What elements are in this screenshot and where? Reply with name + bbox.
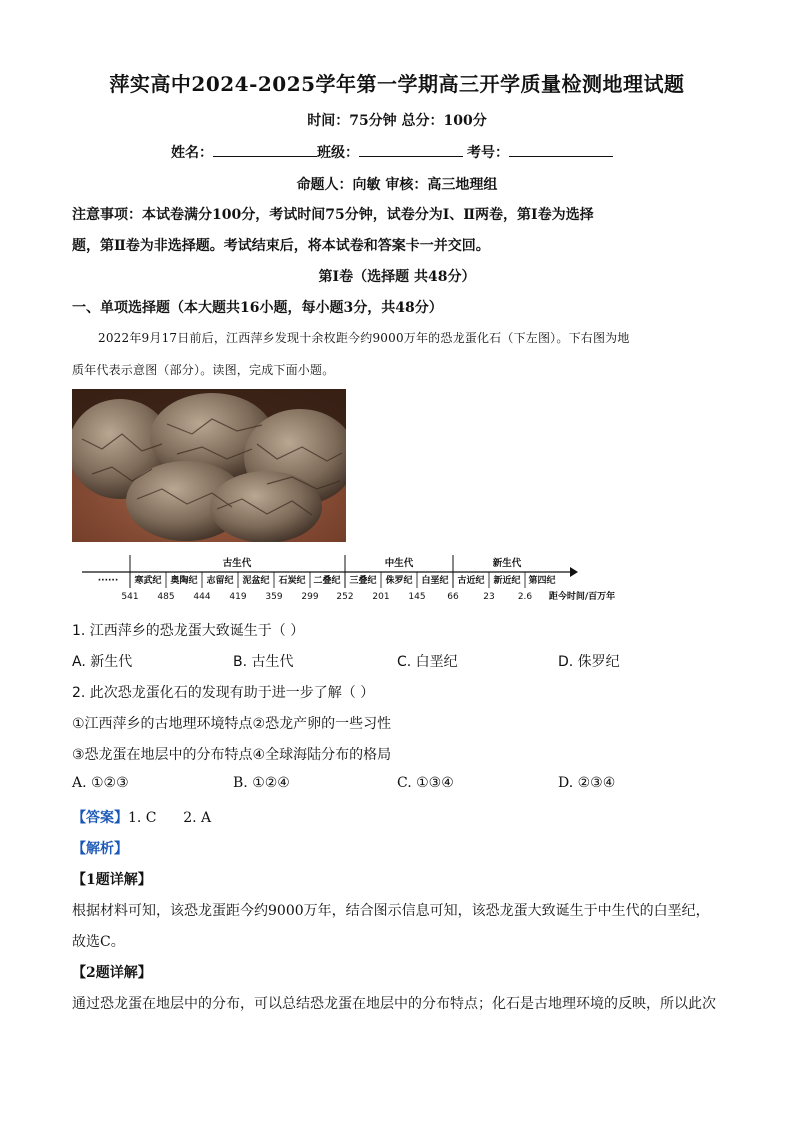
exam-title: 萍实高中2024-2025学年第一学期高三开学质量检测地理试题 — [109, 72, 685, 96]
age-tick-label: 299 — [301, 592, 319, 602]
q1-option-c[interactable]: C. 白垩纪 — [397, 654, 458, 670]
timeline-dots: ······ — [97, 576, 119, 586]
period-label: 白垩纪 — [421, 576, 449, 586]
geologic-time-scale — [80, 552, 630, 602]
era-label: 中生代 — [384, 558, 414, 569]
class-blank — [359, 142, 463, 157]
age-tick-label: 444 — [193, 592, 211, 602]
period-label: 石炭纪 — [278, 576, 306, 586]
period-label: 古近纪 — [457, 576, 485, 586]
era-label: 新生代 — [492, 558, 522, 569]
timeline-arrow — [570, 567, 578, 577]
age-tick-label: 485 — [157, 592, 175, 602]
number-blank — [509, 142, 613, 157]
period-label: 第四纪 — [528, 576, 556, 586]
age-tick-label: 201 — [372, 592, 390, 602]
period-label: 新近纪 — [493, 576, 521, 586]
notice-line-2: 题，第Ⅱ卷为非选择题。考试结束后，将本试卷和答案卡一并交回。 — [72, 238, 490, 254]
detail-2-line-1: 通过恐龙蛋在地层中的分布，可以总结恐龙蛋在地层中的分布特点；化石是古地理环境的反映，所以此次 — [72, 996, 716, 1012]
student-info-row — [171, 142, 613, 162]
period-label: 寒武纪 — [134, 576, 162, 586]
material-line-2: 质年代表示意图（部分）。读图，完成下面小题。 — [72, 363, 335, 377]
age-tick-label: 66 — [447, 592, 459, 602]
q1-option-a[interactable]: A. 新生代 — [72, 654, 133, 670]
age-tick-label: 145 — [408, 592, 426, 602]
material-line-1: 2022年9月17日前后，江西萍乡发现十余枚距今约9000万年的恐龙蛋化石（下左图）。下右图为地 — [98, 331, 630, 345]
q1-option-d[interactable]: D. 侏罗纪 — [558, 654, 620, 670]
age-tick-label: 359 — [265, 592, 283, 602]
period-label: 侏罗纪 — [385, 576, 413, 586]
detail-1-line-2: 故选C。 — [72, 934, 125, 950]
name-label: 姓名： — [171, 145, 213, 161]
dinosaur-egg-fossil-photo — [72, 389, 346, 542]
axis-label: 距今时间/百万年 — [548, 592, 616, 602]
q2-option-b[interactable]: B. ①②④ — [233, 775, 290, 791]
answer-label: 【答案】 — [72, 810, 128, 826]
question-2-items-1: ①江西萍乡的古地理环境特点②恐龙产卵的一些习性 — [72, 716, 392, 732]
answer-text: 1. C 2. A — [128, 810, 212, 826]
period-label: 奥陶纪 — [170, 576, 198, 586]
question-2-options — [72, 775, 712, 795]
period-label: 二叠纪 — [313, 576, 341, 586]
q2-option-d[interactable]: D. ②③④ — [558, 775, 616, 791]
age-tick-label: 541 — [121, 592, 139, 602]
question-1-stem: 1. 江西萍乡的恐龙蛋大致诞生于（ ） — [72, 623, 305, 639]
period-label: 志留纪 — [206, 576, 234, 586]
class-label: 班级： — [317, 145, 359, 161]
part-one-title: 第Ⅰ卷（选择题 共48分） — [318, 269, 476, 285]
detail-1-line-1: 根据材料可知，该恐龙蛋距今约9000万年，结合图示信息可知，该恐龙蛋大致诞生于中生代的白垩纪， — [72, 903, 710, 919]
detail-1-label: 【1题详解】 — [72, 872, 152, 888]
answer-line — [72, 807, 211, 827]
period-label: 泥盆纪 — [242, 576, 270, 586]
name-blank — [213, 142, 317, 157]
question-2-items-2: ③恐龙蛋在地层中的分布特点④全球海陆分布的格局 — [72, 747, 392, 763]
question-2-stem: 2. 此次恐龙蛋化石的发现有助于进一步了解（ ） — [72, 685, 375, 701]
notice-line-1: 注意事项：本试卷满分100分，考试时间75分钟，试卷分为Ⅰ、Ⅱ两卷，第Ⅰ卷为选择 — [72, 207, 594, 223]
authors-line: 命题人：向敏 审核：高三地理组 — [296, 177, 498, 193]
q1-option-b[interactable]: B. 古生代 — [233, 654, 294, 670]
age-tick-label: 252 — [336, 592, 354, 602]
period-label: 三叠纪 — [349, 576, 377, 586]
age-tick-label: 23 — [483, 592, 495, 602]
age-tick-label: 2.6 — [517, 592, 533, 602]
q2-option-a[interactable]: A. ①②③ — [72, 775, 129, 791]
age-tick-label: 419 — [229, 592, 247, 602]
era-label: 古生代 — [222, 558, 252, 569]
section-title: 一、单项选择题（本大题共16小题，每小题3分，共48分） — [72, 300, 443, 316]
exam-time-line: 时间：75分钟 总分：100分 — [307, 113, 487, 129]
number-label: 考号： — [467, 145, 509, 161]
question-1-options — [72, 651, 712, 671]
analysis-label: 【解析】 — [72, 841, 128, 857]
detail-2-label: 【2题详解】 — [72, 965, 152, 981]
q2-option-c[interactable]: C. ①③④ — [397, 775, 454, 791]
